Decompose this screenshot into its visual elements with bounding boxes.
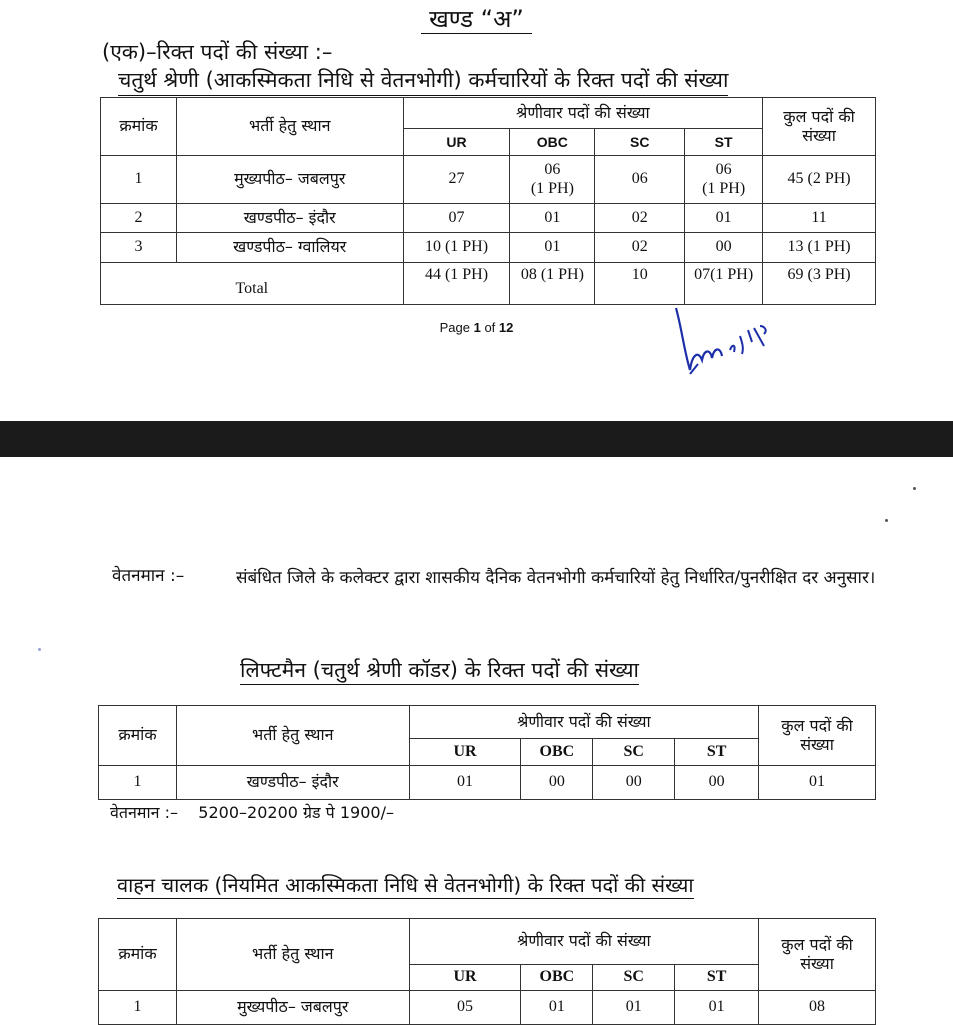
scan-speck — [913, 487, 916, 490]
vacancy-table-1 — [100, 97, 876, 305]
cell-sc: 02 — [595, 233, 685, 263]
page-separator — [0, 421, 953, 457]
cell-sno: 1 — [99, 766, 177, 800]
cell-total: 45 (2 PH) — [763, 156, 876, 204]
cell-obc: 01 — [521, 991, 593, 1025]
cell-st: 01 — [675, 991, 759, 1025]
cell-sc: 00 — [593, 766, 675, 800]
table1-heading: चतुर्थ श्रेणी (आकस्मिकता निधि से वेतनभोगी) कर्मचारियों के रिक्त पदों की संख्या — [118, 66, 728, 96]
col-header-place: भर्ती हेतु स्थान — [176, 919, 409, 991]
col-header-sc: SC — [595, 129, 685, 156]
cell-ur: 44 (1 PH) — [403, 263, 510, 305]
table-row — [101, 156, 876, 204]
section-title-text: खण्ड “अ” — [421, 5, 532, 34]
col-header-obc: OBC — [510, 129, 595, 156]
cell-st: 01 — [685, 204, 763, 233]
table-row — [99, 766, 876, 800]
payscale-label: वेतनमान :– — [112, 566, 185, 586]
col-header-ur: UR — [403, 129, 510, 156]
section-title — [0, 2, 953, 35]
cell-total-label: Total — [101, 263, 404, 305]
vacancy-table-2 — [98, 705, 876, 800]
cell-place: खण्डपीठ– ग्वालियर — [176, 233, 403, 263]
col-header-total: कुल पदों की संख्या — [763, 98, 876, 156]
col-header-place: भर्ती हेतु स्थान — [176, 98, 403, 156]
col-header-sno: क्रमांक — [101, 98, 177, 156]
col-header-ur: UR — [409, 739, 521, 766]
table3-heading: वाहन चालक (नियमित आकस्मिकता निधि से वेतनभोगी) के रिक्त पदों की संख्या — [117, 873, 694, 897]
col-header-sno: क्रमांक — [99, 706, 177, 766]
scan-speck — [885, 519, 888, 522]
col-header-category: श्रेणीवार पदों की संख्या — [409, 706, 759, 739]
cell-ur: 27 — [403, 156, 510, 204]
col-header-total: कुल पदों की संख्या — [759, 919, 876, 991]
col-header-st: ST — [685, 129, 763, 156]
cell-st: 07(1 PH) — [685, 263, 763, 305]
vacancy-line: (एक)–रिक्त पदों की संख्या :– — [102, 40, 333, 64]
page-mid: of — [480, 320, 499, 335]
cell-sc: 10 — [595, 263, 685, 305]
payscale-liftman: वेतनमान :– 5200–20200 ग्रेड पे 1900/– — [110, 803, 394, 822]
col-header-sc: SC — [593, 739, 675, 766]
page-total: 12 — [498, 320, 514, 335]
col-header-st: ST — [675, 965, 759, 991]
cell-obc: 06 (1 PH) — [510, 156, 595, 204]
page-number — [0, 320, 953, 335]
col-header-ur: UR — [409, 965, 521, 991]
vacancy-table-3 — [98, 918, 876, 1025]
cell-sc: 02 — [595, 204, 685, 233]
cell-sno: 1 — [99, 991, 177, 1025]
col-header-sno: क्रमांक — [99, 919, 177, 991]
cell-sc: 06 — [595, 156, 685, 204]
col-header-sc: SC — [593, 965, 675, 991]
cell-total: 13 (1 PH) — [763, 233, 876, 263]
cell-ur: 10 (1 PH) — [403, 233, 510, 263]
payscale-text: संबंधित जिले के कलेक्टर द्वारा शासकीय दैनिक वेतनभोगी कर्मचारियों हेतु निर्धारित/पुनरीक्षित दर अनुसार। — [236, 568, 876, 588]
cell-sc: 01 — [593, 991, 675, 1025]
table-row — [99, 991, 876, 1025]
cell-ur: 07 — [403, 204, 510, 233]
cell-obc: 01 — [510, 233, 595, 263]
col-header-category: श्रेणीवार पदों की संख्या — [409, 919, 759, 965]
cell-ur: 01 — [409, 766, 521, 800]
page-prefix: Page — [439, 320, 474, 335]
cell-ur: 05 — [409, 991, 521, 1025]
table-row — [101, 233, 876, 263]
col-header-obc: OBC — [521, 739, 593, 766]
cell-obc: 01 — [510, 204, 595, 233]
cell-total: 11 — [763, 204, 876, 233]
scan-speck — [38, 648, 41, 651]
table-row — [101, 204, 876, 233]
cell-total: 01 — [759, 766, 876, 800]
cell-place: खण्डपीठ– इंदौर — [176, 766, 409, 800]
cell-place: मुख्यपीठ– जबलपुर — [176, 991, 409, 1025]
table2-heading: लिफ्टमैन (चतुर्थ श्रेणी कॉडर) के रिक्त पदों की संख्या — [240, 656, 639, 685]
cell-st: 06 (1 PH) — [685, 156, 763, 204]
col-header-obc: OBC — [521, 965, 593, 991]
signature — [668, 300, 778, 380]
cell-sno: 2 — [101, 204, 177, 233]
cell-sno: 1 — [101, 156, 177, 204]
cell-total: 08 — [759, 991, 876, 1025]
col-header-category: श्रेणीवार पदों की संख्या — [403, 98, 762, 129]
cell-place: खण्डपीठ– इंदौर — [176, 204, 403, 233]
col-header-st: ST — [675, 739, 759, 766]
cell-st: 00 — [675, 766, 759, 800]
cell-total: 69 (3 PH) — [763, 263, 876, 305]
col-header-total: कुल पदों की संख्या — [759, 706, 876, 766]
col-header-place: भर्ती हेतु स्थान — [176, 706, 409, 766]
cell-sno: 3 — [101, 233, 177, 263]
cell-obc: 08 (1 PH) — [510, 263, 595, 305]
cell-obc: 00 — [521, 766, 593, 800]
page-current: 1 — [473, 320, 481, 335]
total-row — [101, 263, 876, 305]
cell-place: मुख्यपीठ– जबलपुर — [176, 156, 403, 204]
cell-st: 00 — [685, 233, 763, 263]
